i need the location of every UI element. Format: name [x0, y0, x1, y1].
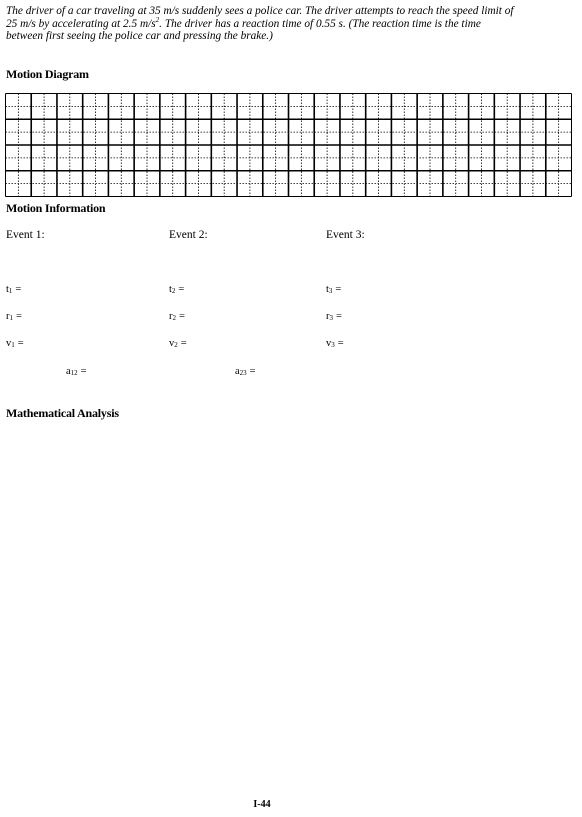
- acceleration-23: [235, 366, 256, 377]
- event-1-title: Event 1:: [6, 229, 45, 241]
- v2-equals: =: [180, 338, 187, 349]
- r3-symbol: r: [326, 311, 330, 322]
- t2-equals: =: [178, 284, 185, 295]
- r2-equals: =: [179, 311, 185, 322]
- motion-diagram-grid: [5, 93, 572, 197]
- t2-subscript: 2: [171, 287, 176, 295]
- r1-symbol: r: [6, 311, 10, 322]
- page-number: I-44: [253, 799, 271, 810]
- event-3-title: Event 3:: [326, 229, 365, 241]
- event-1-position: [6, 311, 22, 322]
- a23-symbol: a: [235, 366, 240, 377]
- event-3-velocity: [326, 338, 344, 349]
- r3-equals: =: [336, 311, 342, 322]
- event-3-position: [326, 311, 342, 322]
- v3-equals: =: [337, 338, 344, 349]
- r1-subscript: 1: [9, 314, 13, 322]
- motion-diagram-heading: Motion Diagram: [6, 67, 89, 81]
- t3-symbol: t: [326, 284, 329, 295]
- t1-subscript: 1: [8, 287, 13, 295]
- problem-text-part1: The driver of a car traveling at 35 m/s suddenly sees a police car. The driver attempts to reach the speed limit of 25 m/s by accelerating at 2.5 m/s: [6, 5, 514, 30]
- event-1-time: [6, 284, 21, 295]
- t2-symbol: t: [169, 284, 172, 295]
- r1-equals: =: [16, 311, 22, 322]
- a12-subscript: 12: [70, 369, 78, 377]
- event-3-time: [326, 284, 341, 295]
- v1-equals: =: [17, 338, 24, 349]
- problem-statement: [6, 5, 518, 43]
- v1-symbol: v: [6, 338, 12, 349]
- acceleration-12: [66, 366, 87, 377]
- a12-symbol: a: [66, 366, 71, 377]
- event-2-title: Event 2:: [169, 229, 208, 241]
- event-2-position: [169, 311, 185, 322]
- r2-subscript: 2: [172, 314, 176, 322]
- v3-symbol: v: [326, 338, 332, 349]
- v2-subscript: 2: [174, 341, 178, 349]
- r3-subscript: 3: [329, 314, 333, 322]
- event-1-velocity: [6, 338, 24, 349]
- t3-equals: =: [335, 284, 342, 295]
- t1-equals: =: [15, 284, 22, 295]
- a12-equals: =: [80, 366, 87, 377]
- r2-symbol: r: [169, 311, 173, 322]
- v1-subscript: 1: [11, 341, 15, 349]
- event-2-velocity: [169, 338, 187, 349]
- v3-subscript: 3: [331, 341, 335, 349]
- v2-symbol: v: [169, 338, 175, 349]
- event-2-time: [169, 284, 184, 295]
- t3-subscript: 3: [328, 287, 333, 295]
- t1-symbol: t: [6, 284, 9, 295]
- a23-equals: =: [249, 366, 256, 377]
- mathematical-analysis-heading: Mathematical Analysis: [6, 406, 119, 420]
- problem-text-part2: . The driver has a reaction time of 0.55 s. (The reaction time is the time between first seeing the police car and pressing the brake.): [6, 17, 481, 43]
- a23-subscript: 23: [239, 369, 247, 377]
- motion-information-heading: Motion Information: [6, 201, 106, 215]
- problem-superscript: 2: [155, 15, 160, 24]
